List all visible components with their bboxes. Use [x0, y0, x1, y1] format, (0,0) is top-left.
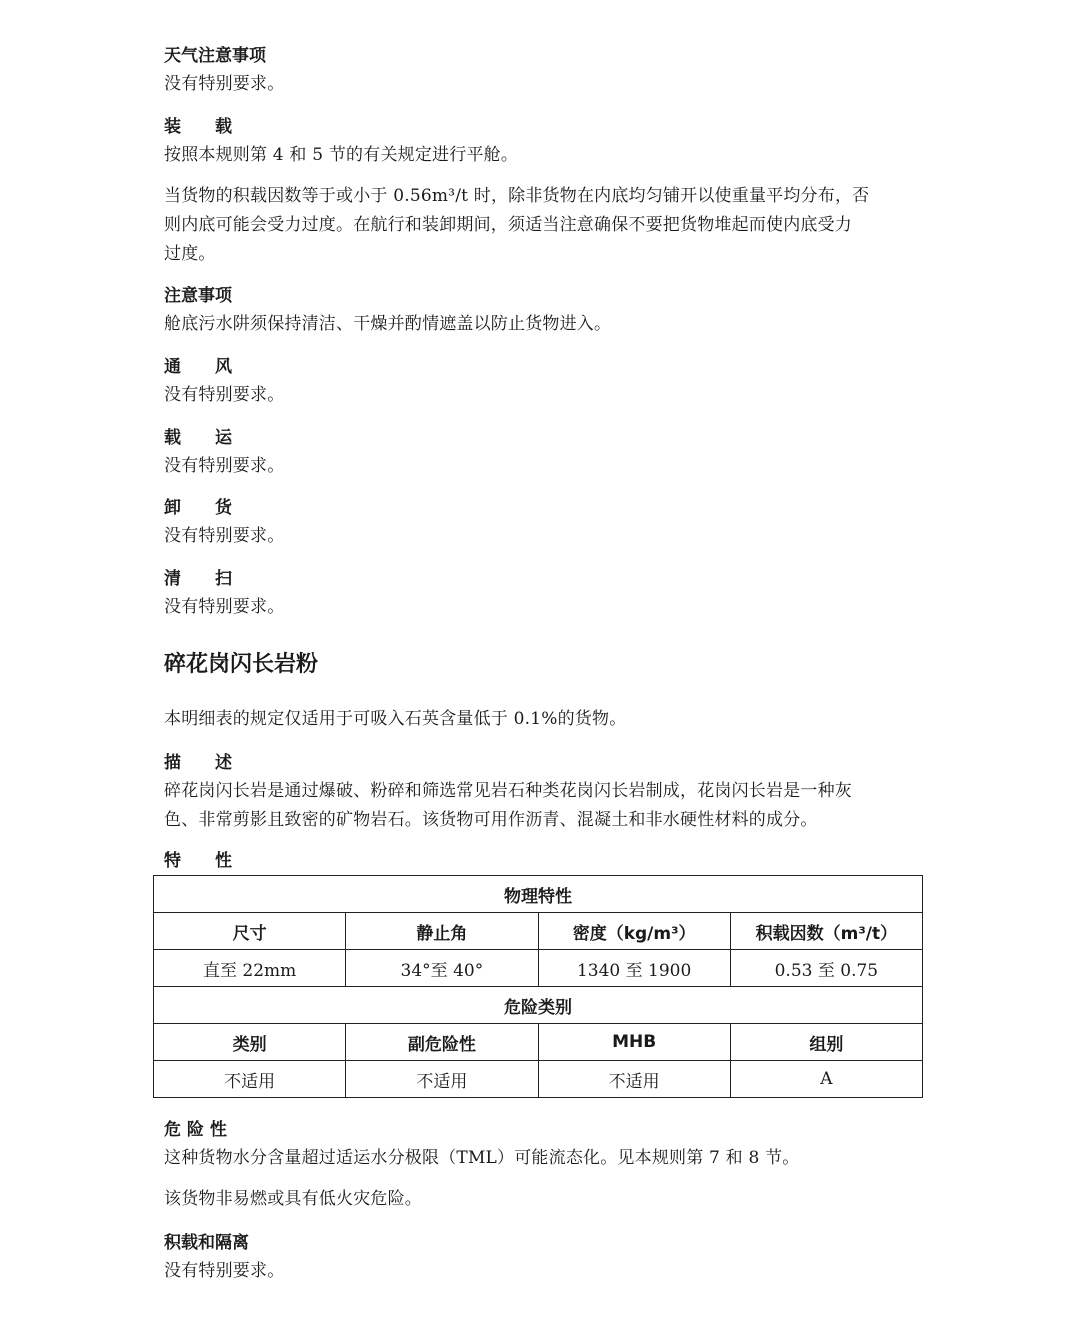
- section-text-loading-2a: 当货物的积载因数等于或小于 0.56m³/t 时，除非货物在内底均匀铺开以使重量平均分布，否: [164, 186, 870, 206]
- stowage-heading: 积载和隔离: [164, 1233, 249, 1253]
- header-stowage-factor: 积载因数（m³/t）: [730, 913, 922, 950]
- value-angle-of-repose: 34°至 40°: [346, 950, 538, 987]
- section-heading-discharge: 卸 货: [164, 498, 232, 518]
- value-size: 直至 22mm: [154, 950, 346, 987]
- section-text-ventilation: 没有特别要求。: [164, 385, 285, 405]
- header-subsidiary-risk: 副危险性: [346, 1024, 538, 1061]
- header-angle-of-repose: 静止角: [346, 913, 538, 950]
- header-group: 组别: [730, 1024, 922, 1061]
- characteristics-table: [153, 875, 923, 1098]
- cargo-title: 碎花岗闪长岩粉: [164, 652, 319, 677]
- section-text-weather: 没有特别要求。: [164, 74, 285, 94]
- description-heading: 描 述: [164, 753, 232, 773]
- section-text-loading-1: 按照本规则第 4 和 5 节的有关规定进行平舱。: [164, 145, 519, 165]
- section-heading-loading: 装 载: [164, 117, 232, 137]
- header-mhb: MHB: [538, 1024, 730, 1061]
- value-subsidiary-risk: 不适用: [346, 1061, 538, 1098]
- physical-properties-title: 物理特性: [154, 876, 923, 913]
- section-heading-cleaning: 清 扫: [164, 569, 232, 589]
- section-heading-weather: 天气注意事项: [164, 46, 266, 66]
- section-text-precautions: 舱底污水阱须保持清洁、干燥并酌情遮盖以防止货物进入。: [164, 314, 612, 334]
- cargo-scope: 本明细表的规定仅适用于可吸入石英含量低于 0.1%的货物。: [164, 709, 627, 729]
- value-class: 不适用: [154, 1061, 346, 1098]
- value-mhb: 不适用: [538, 1061, 730, 1098]
- value-stowage-factor: 0.53 至 0.75: [730, 950, 922, 987]
- description-line-2: 色、非常剪影且致密的矿物岩石。该货物可用作沥青、混凝土和非水硬性材料的成分。: [164, 810, 818, 830]
- characteristics-heading: 特 性: [164, 851, 232, 871]
- header-size: 尺寸: [154, 913, 346, 950]
- header-class: 类别: [154, 1024, 346, 1061]
- value-group: A: [730, 1061, 922, 1098]
- section-text-cleaning: 没有特别要求。: [164, 597, 285, 617]
- section-heading-precautions: 注意事项: [164, 286, 232, 306]
- section-text-loading-2c: 过度。: [164, 244, 216, 264]
- stowage-line-1: 没有特别要求。: [164, 1261, 285, 1281]
- header-bulk-density: 密度（kg/m³）: [538, 913, 730, 950]
- section-text-discharge: 没有特别要求。: [164, 526, 285, 546]
- section-text-carriage: 没有特别要求。: [164, 456, 285, 476]
- value-bulk-density: 1340 至 1900: [538, 950, 730, 987]
- hazard-heading: 危 险 性: [164, 1120, 227, 1140]
- hazard-line-1: 这种货物水分含量超过适运水分极限（TML）可能流态化。见本规则第 7 和 8 节。: [164, 1148, 800, 1168]
- description-line-1: 碎花岗闪长岩是通过爆破、粉碎和筛选常见岩石种类花岗闪长岩制成，花岗闪长岩是一种灰: [164, 781, 852, 801]
- section-text-loading-2b: 则内底可能会受力过度。在航行和装卸期间，须适当注意确保不要把货物堆起而使内底受力: [164, 215, 852, 235]
- section-heading-carriage: 载 运: [164, 428, 232, 448]
- section-heading-ventilation: 通 风: [164, 357, 232, 377]
- hazard-line-2: 该货物非易燃或具有低火灾危险。: [164, 1189, 422, 1209]
- hazard-class-title: 危险类别: [154, 987, 923, 1024]
